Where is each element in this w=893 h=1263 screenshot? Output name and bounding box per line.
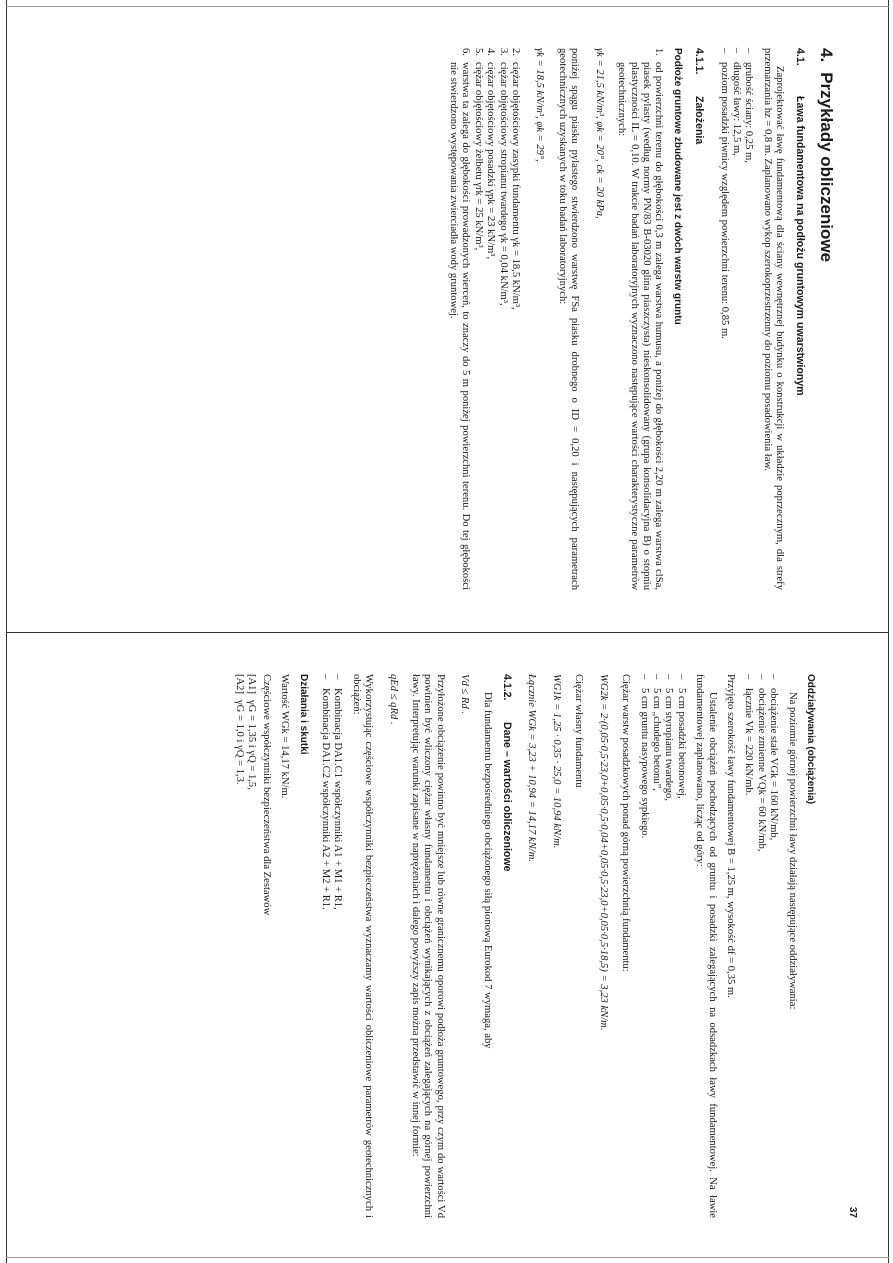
list-item	[615, 48, 665, 590]
list-item	[471, 48, 483, 590]
vd-paragraph: Przyłożone obciążenie powinno być mniejsze lub równe granicznemu oporowi podłoża gruntowego, przy czym do wartości Vd powinien być wliczony ciężar własny fundamentu i obciążeń wynikających z obciążeń zalegających na górnej powierzchni ławy. Interpretując warunki zapisane w naprężeniach i dalego powyższy zapis można przedstawić w innej formie:	[410, 674, 446, 1218]
weights-list	[447, 48, 521, 590]
section-4-1-2-heading	[501, 674, 513, 1218]
page-border-top	[6, 6, 889, 7]
list-item: – 5 cm „chudego betonu”,	[650, 674, 662, 1218]
formula-q: qEd ≤ qRd .	[387, 674, 399, 725]
list-item	[509, 48, 521, 590]
section-title: Ława fundamentowa na podłożu gruntowym uwarstwionym	[793, 96, 806, 396]
item-number: 5.	[472, 48, 484, 56]
section-title: Założenia	[693, 96, 706, 145]
actions-heading: Działania i skutki	[297, 674, 309, 755]
list-item: – obciążenie stałe VGk = 160 kN/mb,	[767, 674, 779, 1218]
section-number: 4.1.	[793, 48, 806, 66]
soil-heading: Podłoże gruntowe zbudowane jest z dwóch warstw gruntu	[671, 48, 683, 325]
list-item	[484, 48, 496, 590]
list-item: – 5 cm gruntu nasypowego sypkiego.	[637, 674, 649, 1218]
loads-intro: Na poziomie górnej powierzchni ławy działają następujące oddziaływania:	[786, 692, 798, 1010]
formula-clsa: γk = 21,5 kN/m³, φk = 20°, ck = 20 kPa,	[593, 48, 605, 219]
list-item	[496, 48, 508, 590]
coef-text: γG = 1,0 i γQ = 1,3.	[234, 700, 245, 785]
item-number: 1.	[653, 48, 665, 56]
item-text: ciężar objętościowy posadzki γpk = 23 kN/m³,	[485, 62, 497, 260]
coef-tag: [A1]	[246, 674, 258, 695]
floor-paragraph: Ciężar warstw posadzkowych ponad górną powierzchnią fundamentu:	[620, 674, 632, 972]
section-4-1-1-heading	[693, 48, 705, 590]
item-number: 4.	[485, 48, 497, 56]
item-text: warstwa ta zalega do głębokości prowadzonych wierceń, to znaczy do 5 m poniżej powierzchni terenu. Do tej głębokości nie stwierdzono występowania zwierciadła wody gruntowej.	[448, 62, 472, 590]
chapter-title	[817, 48, 836, 590]
formula-fsa: γk = 18,5 kN/m³, φk = 29°,	[534, 48, 546, 162]
own-weight-label: Ciężar własny fundamentu	[573, 674, 585, 788]
page-number: 37	[847, 1206, 858, 1218]
list-item: – długość ławy: 12,5 m,	[730, 48, 742, 590]
partial-paragraph: Wykorzystując częściowe współczynniki bezpieczeństwa wyznaczamy wartości obliczeniowe parametrów geotechnicznych i obciążeń:	[350, 674, 375, 1218]
coef-row-a2	[233, 674, 245, 1218]
list-item: – Kombinacja DA1.C2 współczynniki A2 + M2 + R1.	[319, 674, 331, 1218]
section-4-1-heading	[793, 48, 805, 590]
item-number: 6.	[460, 48, 472, 56]
list-item: – 5 cm posadzki betonowej,	[674, 674, 686, 1218]
coef-tag: [A2]	[234, 674, 245, 695]
below-paragraph: poniżej spągu piasku pylastego stwierdzono warstwę FSa piasku drobnego o ID = 0,20 i następujących parametrach geotechnicznych uzyskanych w toku badań laboratoryjnych:	[556, 48, 581, 590]
item-text: od powierzchni terenu do głębokości 0,3 m zalega warstwa humusu, a poniżej do głębokości 2,20 m zalega warstwa clSa, piasek pylasty (według normy PN/83 B-03020 glina piaszczysta) nieskonsolidowany (grupa konsolidacyjna B) o stopniu plastyczności IL = 0,10. W trakcie badań laboratoryjnych wyznaczono następujące wartości charakterystyczne parametrów geotechnicznych:	[616, 62, 665, 590]
intro-paragraph: Zaprojektować ławę fundamentową dla ściany wewnętrznej budynku o konstrukcji w układzie poprzecznym, dla strefy przemarzania hz = 0,8 m. Zaplanowano wykop szerokoprzestrzenny do poziomu posadowienia ław.	[761, 48, 786, 590]
width-paragraph: Przyjęto szerokość ławy fundamentowej B = 1,25 m, wysokość df = 0,35 m.	[724, 674, 736, 998]
combos-list	[319, 674, 344, 1218]
layers-list	[637, 674, 687, 1218]
formula-wgk: Łącznie WGk = 3,23 + 10,94 = 14,17 kN/m.	[526, 674, 538, 862]
item-number: 3.	[497, 48, 509, 56]
item-text: ciężar objętościowy stropianu twardego γk = 0,04 kN/m³,	[497, 62, 509, 306]
page-1	[4, 8, 884, 626]
list-item: – łącznie Vk = 220 kN/mb.	[742, 674, 754, 1218]
coef-row-a1	[245, 674, 257, 1218]
list-item: – obciążenie zmienne VQk = 60 kN/mb,	[754, 674, 766, 1218]
dimensions-list	[717, 48, 754, 590]
item-text: ciężar objętościowy zasypki fundamentu γk = 18,5 kN/m³,	[510, 62, 522, 310]
page-2	[4, 640, 884, 1258]
item-text: ciężar objętościowy żelbetu γrk = 25 kN/m³,	[472, 62, 484, 251]
ec7-paragraph: Dla fundamentu bezpośredniego obciążonego siłą pionową Eurokod 7 wymaga, aby	[481, 692, 493, 1049]
list-item: – 5 cm styropianu twardego,	[662, 674, 674, 1218]
item-number: 2.	[510, 48, 522, 56]
actions-coef-label: Częściowe współczynniki bezpieczeństwa dla Zestawów	[260, 674, 272, 916]
chapter-number: 4.	[817, 48, 836, 63]
loads-heading: Oddziaływania (obciążenia)	[805, 674, 816, 805]
list-item: – poziom posadzki piwnicy względem powierzchni terenu: 0,85 m.	[717, 48, 729, 590]
actions-value: Wartość WGk = 14,17 kN/m.	[279, 674, 291, 799]
section-number: 4.1.1.	[693, 48, 706, 75]
chapter-title-text: Przykłady obliczeniowe	[817, 72, 836, 263]
coef-text: γG = 1,35 i γQ = 1,5,	[246, 700, 258, 790]
formula-vd: Vd ≤ Rd .	[459, 674, 471, 714]
section-title: Dane – wartości obliczeniowe	[501, 722, 514, 872]
formula-wg1k: WG1k = 1,25 · 0,35 · 25,0 = 10,94 kN/m.	[550, 674, 562, 849]
section-number: 4.1.2.	[501, 674, 514, 701]
fixed-paragraph: Ustalenie obciążeń pochodzących od gruntu i posadzki zalegających na odsadzkach ławy fundamentowej. Na ławie fundamentowej zaplanowano, licząc od góry:	[694, 674, 718, 1218]
loads-list	[742, 674, 779, 1218]
list-item: – grubość ściany: 0,25 m,	[742, 48, 754, 590]
list-item	[447, 48, 472, 590]
list-item: – Kombinacja DA1.C1 współczynniki A1 + M1 + R1,	[331, 674, 343, 1218]
soil-list	[615, 48, 665, 590]
formula-wg2k: WG2k = 2·(0,05·0,5·23,0+0,05·0,5·0,04+0,05·0,5·23,0+0,05·0,5·18,5) = 3,23 kN/m.	[597, 674, 609, 1031]
page-divider	[6, 632, 889, 633]
